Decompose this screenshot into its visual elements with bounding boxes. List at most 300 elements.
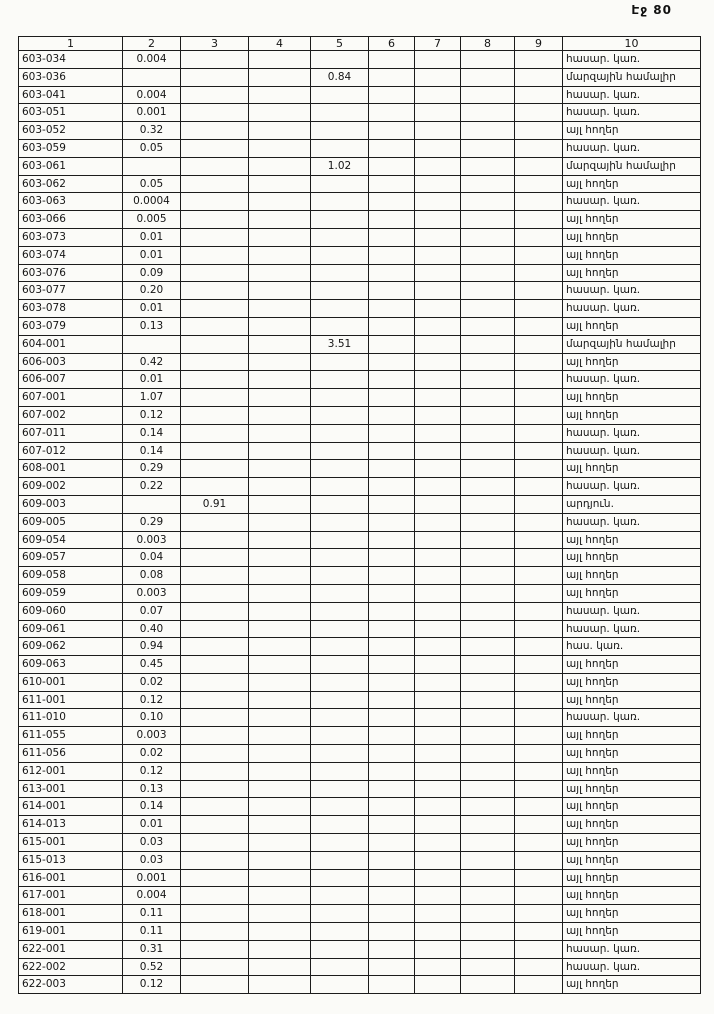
cell-col-1: 603-076 [19,264,123,282]
cell-col-9 [515,816,563,834]
cell-col-5 [311,264,369,282]
cell-col-10: հասար. կառ. [563,300,701,318]
cell-col-6 [369,620,415,638]
cell-col-10: այլ հողեր [563,406,701,424]
cell-col-2: 0.05 [123,139,181,157]
cell-col-10: այլ հողեր [563,211,701,229]
cell-col-8 [461,940,515,958]
cell-col-6 [369,923,415,941]
cell-col-6 [369,673,415,691]
cell-col-10: հասար. կառ. [563,371,701,389]
cell-col-3 [181,389,249,407]
cell-col-7 [415,656,461,674]
cell-col-2: 0.22 [123,478,181,496]
cell-col-5 [311,513,369,531]
cell-col-5 [311,834,369,852]
cell-col-9 [515,709,563,727]
cell-col-5 [311,923,369,941]
cell-col-7 [415,335,461,353]
cell-col-3 [181,798,249,816]
cell-col-7 [415,549,461,567]
cell-col-7 [415,86,461,104]
cell-col-1: 603-078 [19,300,123,318]
cell-col-6 [369,869,415,887]
cell-col-1: 603-077 [19,282,123,300]
cell-col-10: այլ հողեր [563,531,701,549]
column-header-8: 8 [461,37,515,51]
cell-col-2: 0.04 [123,549,181,567]
cell-col-2: 0.003 [123,531,181,549]
cell-col-9 [515,175,563,193]
cell-col-6 [369,976,415,994]
cell-col-4 [249,282,311,300]
table-row [19,211,701,229]
cell-col-6 [369,905,415,923]
cell-col-4 [249,442,311,460]
cell-col-7 [415,193,461,211]
table-row [19,620,701,638]
table-row [19,513,701,531]
cell-col-1: 612-001 [19,762,123,780]
cell-col-6 [369,851,415,869]
cell-col-8 [461,851,515,869]
cell-col-2: 0.14 [123,798,181,816]
cell-col-4 [249,157,311,175]
cell-col-7 [415,495,461,513]
table-row [19,139,701,157]
cell-col-7 [415,727,461,745]
cell-col-10: այլ հողեր [563,122,701,140]
cell-col-7 [415,264,461,282]
cell-col-1: 609-057 [19,549,123,567]
cell-col-5 [311,300,369,318]
cell-col-9 [515,584,563,602]
cell-col-5 [311,406,369,424]
cell-col-8 [461,513,515,531]
cell-col-9 [515,211,563,229]
cell-col-1: 622-002 [19,958,123,976]
cell-col-4 [249,923,311,941]
cell-col-5 [311,691,369,709]
cell-col-1: 611-010 [19,709,123,727]
cell-col-8 [461,887,515,905]
cell-col-3 [181,246,249,264]
cell-col-5 [311,51,369,69]
column-header-9: 9 [515,37,563,51]
cell-col-3 [181,51,249,69]
cell-col-9 [515,656,563,674]
cell-col-3 [181,958,249,976]
cell-col-7 [415,905,461,923]
cell-col-7 [415,816,461,834]
cell-col-8 [461,139,515,157]
cell-col-2: 0.004 [123,86,181,104]
cell-col-8 [461,798,515,816]
cell-col-4 [249,958,311,976]
cell-col-7 [415,51,461,69]
cell-col-1: 622-003 [19,976,123,994]
cell-col-4 [249,246,311,264]
page-number-label: Էջ 80 [631,3,672,17]
cell-col-3 [181,335,249,353]
cell-col-8 [461,727,515,745]
cell-col-2: 0.01 [123,246,181,264]
cell-col-4 [249,86,311,104]
cell-col-10: արդյուն. [563,495,701,513]
cell-col-9 [515,727,563,745]
table-row [19,122,701,140]
cell-col-8 [461,584,515,602]
cell-col-6 [369,834,415,852]
table-row [19,673,701,691]
table-row [19,709,701,727]
cell-col-8 [461,228,515,246]
cell-col-9 [515,745,563,763]
cell-col-2: 0.12 [123,976,181,994]
cell-col-9 [515,567,563,585]
column-header-1: 1 [19,37,123,51]
cell-col-5 [311,211,369,229]
cell-col-9 [515,104,563,122]
cell-col-9 [515,51,563,69]
cell-col-3 [181,193,249,211]
cell-col-8 [461,923,515,941]
cell-col-5 [311,940,369,958]
table-row [19,424,701,442]
cell-col-7 [415,228,461,246]
table-row [19,780,701,798]
cell-col-6 [369,513,415,531]
column-header-4: 4 [249,37,311,51]
cell-col-4 [249,495,311,513]
cell-col-1: 611-056 [19,745,123,763]
cell-col-5 [311,317,369,335]
cell-col-7 [415,460,461,478]
cell-col-6 [369,68,415,86]
cell-col-4 [249,549,311,567]
cell-col-6 [369,246,415,264]
cell-col-9 [515,780,563,798]
cell-col-2: 1.07 [123,389,181,407]
cell-col-4 [249,745,311,763]
cell-col-10: այլ հողեր [563,745,701,763]
table-row [19,727,701,745]
table-row [19,317,701,335]
cell-col-10: հասար. կառ. [563,193,701,211]
cell-col-4 [249,602,311,620]
cell-col-7 [415,851,461,869]
cell-col-1: 609-063 [19,656,123,674]
cell-col-2: 0.14 [123,442,181,460]
table-row [19,905,701,923]
cell-col-2: 0.01 [123,816,181,834]
cell-col-3 [181,905,249,923]
cell-col-4 [249,673,311,691]
cell-col-4 [249,762,311,780]
cell-col-2: 0.20 [123,282,181,300]
table-row [19,567,701,585]
cell-col-3 [181,780,249,798]
cell-col-2: 0.004 [123,887,181,905]
cell-col-9 [515,798,563,816]
cell-col-7 [415,406,461,424]
cell-col-3 [181,175,249,193]
table-row [19,602,701,620]
cell-col-9 [515,513,563,531]
cell-col-9 [515,157,563,175]
cell-col-1: 615-013 [19,851,123,869]
cell-col-8 [461,175,515,193]
cell-col-1: 617-001 [19,887,123,905]
cell-col-7 [415,157,461,175]
cell-col-10: հասար. կառ. [563,940,701,958]
cell-col-4 [249,620,311,638]
table-row [19,157,701,175]
cell-col-7 [415,389,461,407]
cell-col-5 [311,887,369,905]
cell-col-3 [181,68,249,86]
cell-col-3 [181,851,249,869]
cell-col-10: հասար. կառ. [563,442,701,460]
cell-col-5 [311,86,369,104]
cell-col-3 [181,709,249,727]
cell-col-3 [181,442,249,460]
cell-col-2: 0.01 [123,228,181,246]
cell-col-1: 603-052 [19,122,123,140]
cell-col-3 [181,940,249,958]
cell-col-4 [249,51,311,69]
cell-col-5 [311,228,369,246]
cell-col-7 [415,300,461,318]
cell-col-3 [181,139,249,157]
cell-col-3 [181,567,249,585]
cell-col-5 [311,371,369,389]
cell-col-8 [461,211,515,229]
cell-col-5 [311,495,369,513]
cell-col-6 [369,816,415,834]
cell-col-6 [369,175,415,193]
cell-col-1: 603-051 [19,104,123,122]
cell-col-10: այլ հողեր [563,656,701,674]
cell-col-1: 609-054 [19,531,123,549]
cell-col-2 [123,68,181,86]
cell-col-2: 0.001 [123,869,181,887]
cell-col-5 [311,602,369,620]
cell-col-9 [515,691,563,709]
cell-col-10: այլ հողեր [563,264,701,282]
table-row [19,264,701,282]
cell-col-7 [415,211,461,229]
cell-col-4 [249,780,311,798]
cell-col-10: այլ հողեր [563,317,701,335]
cell-col-1: 603-074 [19,246,123,264]
cell-col-2: 0.52 [123,958,181,976]
cell-col-5 [311,958,369,976]
cell-col-2: 0.03 [123,851,181,869]
cell-col-10: հասար. կառ. [563,282,701,300]
cell-col-7 [415,923,461,941]
cell-col-1: 606-003 [19,353,123,371]
cell-col-8 [461,620,515,638]
cell-col-5 [311,478,369,496]
cell-col-5: 3.51 [311,335,369,353]
cell-col-2: 0.03 [123,834,181,852]
column-header-5: 5 [311,37,369,51]
table-row [19,584,701,602]
cell-col-6 [369,656,415,674]
cell-col-6 [369,51,415,69]
cell-col-4 [249,851,311,869]
column-header-2: 2 [123,37,181,51]
cell-col-7 [415,246,461,264]
cell-col-2: 0.08 [123,567,181,585]
cell-col-2: 0.29 [123,513,181,531]
cell-col-3 [181,104,249,122]
cell-col-1: 614-001 [19,798,123,816]
cell-col-7 [415,68,461,86]
cell-col-7 [415,673,461,691]
cell-col-5 [311,567,369,585]
cell-col-9 [515,887,563,905]
cell-col-5 [311,798,369,816]
cell-col-7 [415,353,461,371]
data-table [18,36,701,994]
cell-col-5 [311,104,369,122]
cell-col-4 [249,940,311,958]
cell-col-10: այլ հողեր [563,905,701,923]
cell-col-6 [369,264,415,282]
cell-col-9 [515,442,563,460]
cell-col-10: հասար. կառ. [563,620,701,638]
cell-col-1: 603-066 [19,211,123,229]
cell-col-6 [369,940,415,958]
cell-col-1: 603-041 [19,86,123,104]
cell-col-6 [369,727,415,745]
cell-col-7 [415,424,461,442]
cell-col-4 [249,584,311,602]
cell-col-10: այլ հողեր [563,389,701,407]
cell-col-1: 607-002 [19,406,123,424]
cell-col-6 [369,228,415,246]
cell-col-9 [515,602,563,620]
cell-col-5 [311,389,369,407]
cell-col-1: 608-001 [19,460,123,478]
cell-col-10: այլ հողեր [563,887,701,905]
cell-col-2: 0.40 [123,620,181,638]
cell-col-9 [515,371,563,389]
cell-col-5 [311,869,369,887]
cell-col-8 [461,816,515,834]
cell-col-4 [249,976,311,994]
cell-col-6 [369,139,415,157]
cell-col-3 [181,762,249,780]
cell-col-6 [369,424,415,442]
cell-col-7 [415,531,461,549]
cell-col-3 [181,353,249,371]
cell-col-8 [461,282,515,300]
cell-col-3 [181,264,249,282]
cell-col-4 [249,406,311,424]
cell-col-5 [311,762,369,780]
cell-col-9 [515,673,563,691]
cell-col-2: 0.11 [123,905,181,923]
cell-col-7 [415,976,461,994]
table-row [19,958,701,976]
cell-col-8 [461,300,515,318]
cell-col-3 [181,602,249,620]
table-row [19,442,701,460]
table-row [19,531,701,549]
cell-col-9 [515,193,563,211]
cell-col-4 [249,335,311,353]
cell-col-7 [415,122,461,140]
cell-col-7 [415,442,461,460]
cell-col-9 [515,923,563,941]
cell-col-1: 618-001 [19,905,123,923]
table-row [19,638,701,656]
cell-col-2: 0.11 [123,923,181,941]
cell-col-4 [249,887,311,905]
table-header-row [19,37,701,51]
cell-col-2: 0.10 [123,709,181,727]
cell-col-5 [311,638,369,656]
cell-col-9 [515,460,563,478]
table-row [19,869,701,887]
cell-col-7 [415,709,461,727]
cell-col-9 [515,300,563,318]
cell-col-6 [369,478,415,496]
cell-col-4 [249,68,311,86]
cell-col-8 [461,68,515,86]
cell-col-3 [181,300,249,318]
cell-col-9 [515,549,563,567]
table-row [19,549,701,567]
cell-col-1: 603-034 [19,51,123,69]
cell-col-10: հասար. կառ. [563,513,701,531]
cell-col-8 [461,709,515,727]
cell-col-7 [415,834,461,852]
cell-col-3 [181,656,249,674]
cell-col-7 [415,638,461,656]
cell-col-4 [249,193,311,211]
cell-col-6 [369,958,415,976]
cell-col-3 [181,211,249,229]
table-row [19,745,701,763]
cell-col-1: 609-062 [19,638,123,656]
cell-col-8 [461,673,515,691]
cell-col-6 [369,531,415,549]
cell-col-9 [515,495,563,513]
cell-col-9 [515,389,563,407]
cell-col-4 [249,300,311,318]
cell-col-7 [415,691,461,709]
cell-col-10: մարզային համալիր [563,335,701,353]
cell-col-2: 0.01 [123,371,181,389]
cell-col-8 [461,389,515,407]
table-row [19,300,701,318]
cell-col-10: մարզային համալիր [563,157,701,175]
cell-col-5: 0.84 [311,68,369,86]
cell-col-3 [181,691,249,709]
cell-col-5 [311,976,369,994]
cell-col-3 [181,531,249,549]
cell-col-1: 609-059 [19,584,123,602]
cell-col-1: 607-001 [19,389,123,407]
cell-col-3 [181,228,249,246]
cell-col-1: 604-001 [19,335,123,353]
cell-col-2: 0.12 [123,691,181,709]
cell-col-6 [369,193,415,211]
